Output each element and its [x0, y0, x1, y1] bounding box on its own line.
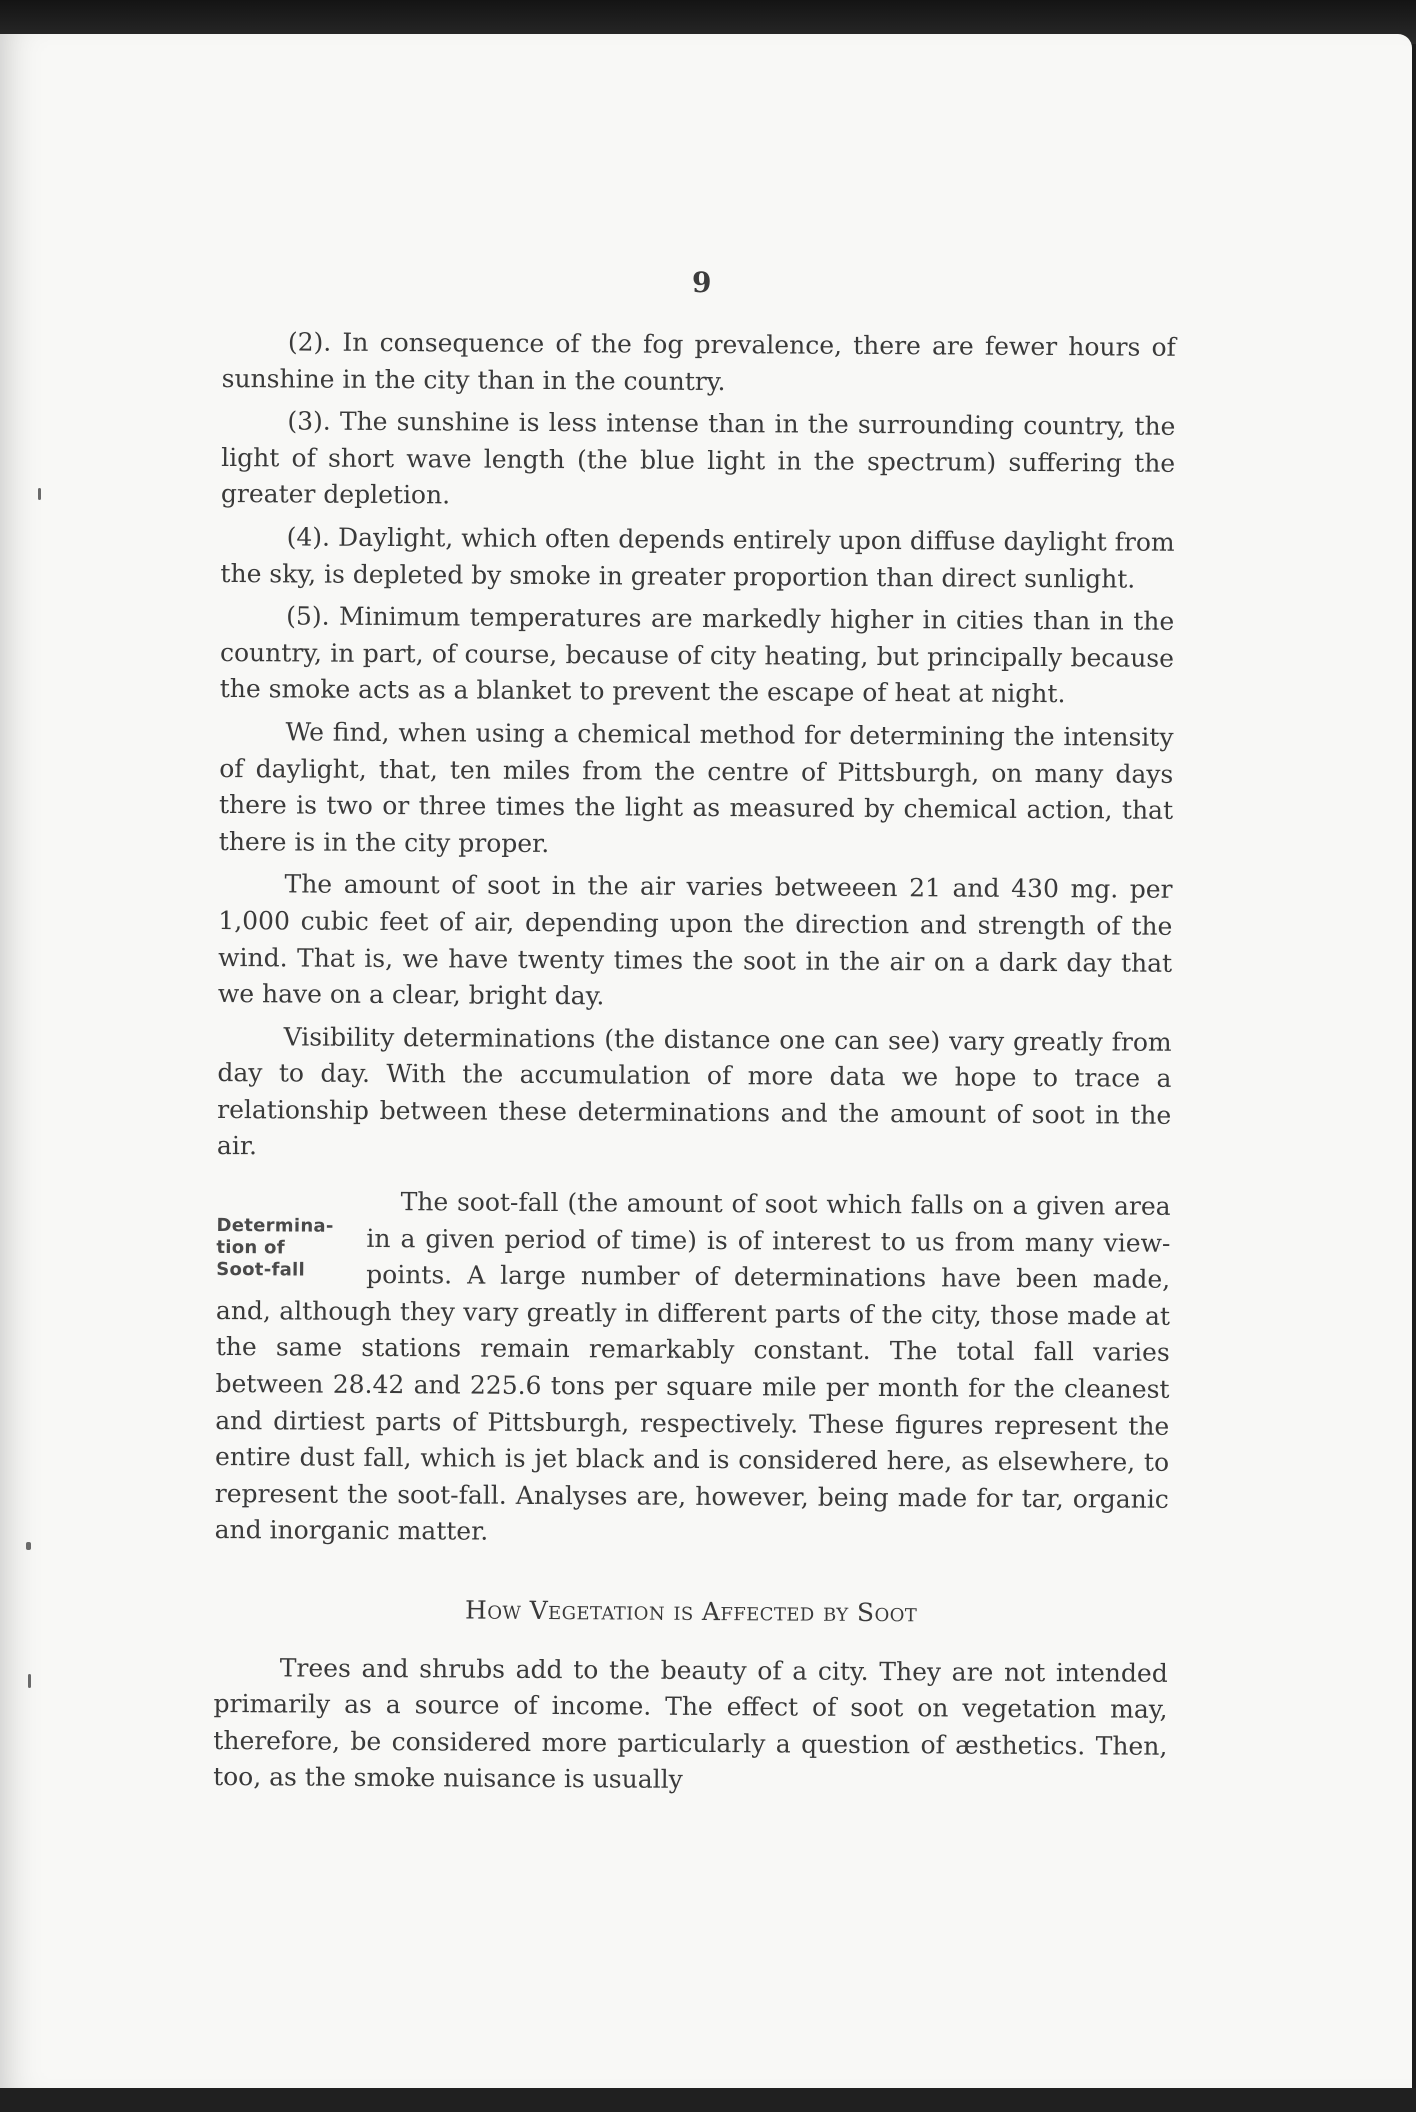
- margin-speck: [38, 488, 41, 500]
- paragraph-chemical-method: We find, when using a chemical method for determining the intensity of daylight, that, ten miles from the centre of Pittsburgh, on many days there is two or three times the light as measured by chemical action, that there is in the city proper.: [218, 717, 1174, 858]
- soot-fall-section: [215, 1183, 1171, 1555]
- paragraph-sunshine-intensity: (3). The sunshine is less intense than in the surrounding country, the light of short wave length (the blue light in the spectrum) suffering the greater depletion.: [220, 406, 1176, 510]
- paragraph-visibility: Visibility determinations (the distance one can see) vary greatly from day to day. With the accumulation of more data we hope to trace a relationship between these determinations and the amount of soot in the air.: [216, 1022, 1172, 1161]
- section-heading: How Vegetation is Affected by Soot: [464, 1595, 918, 1628]
- margin-speck: [28, 1674, 31, 1688]
- paragraph-trees-shrubs: Trees and shrubs add to the beauty of a city. They are not intended primarily as a source of income. The effect of soot on vegetation may, therefore, be considered more particularly a question of æsthetics. Then, too, as the smoke nuisance is usually: [213, 1652, 1168, 1795]
- page-number: 9: [692, 266, 712, 299]
- paragraph-daylight: (4). Daylight, which often depends entirely upon diffuse daylight from the sky, is depleted by smoke in greater proportion than direct sunlight.: [220, 522, 1175, 594]
- book-page: [0, 34, 1412, 2090]
- paragraph-fog-sunshine: (2). In consequence of the fog prevalence, there are fewer hours of sunshine in the city than in the country.: [221, 327, 1176, 396]
- scan-border-bottom: [0, 2088, 1416, 2112]
- body-text: [213, 324, 1176, 1808]
- soot-fall-text: The soot-fall (the amount of soot which falls on a given area in a given period of time) is of interest to us from many view-points. A large number of determinations have been made, and, although they vary greatly in different parts of the city, those made at the same stations remain remarkably constant. The total fall varies between 28.42 and 225.6 tons per square mile per month for the cleanest and dirtiest parts of Pittsburgh, respectively. These figures represent the entire dust fall, which is jet black and is considered here, as elsewhere, to represent the soot-fall. Analyses are, however, being made for tar, organic and inorganic matter.: [214, 1187, 1171, 1547]
- margin-note-soot-fall: Determina- tion of Soot-fall: [216, 1215, 334, 1281]
- margin-speck: [26, 1542, 31, 1550]
- paragraph-soot-amount: The amount of soot in the air varies betweeen 21 and 430 mg. per 1,000 cubic feet of air, depending upon the direction and strength of the wind. That is, we have twenty times the soot in the air on a dark day that we have on a clear, bright day.: [217, 869, 1173, 1011]
- paragraph-minimum-temperatures: (5). Minimum temperatures are markedly higher in cities than in the country, in part, of course, because of city heating, but principally because the smoke acts as a blanket to prevent the escape of heat at night.: [219, 601, 1175, 709]
